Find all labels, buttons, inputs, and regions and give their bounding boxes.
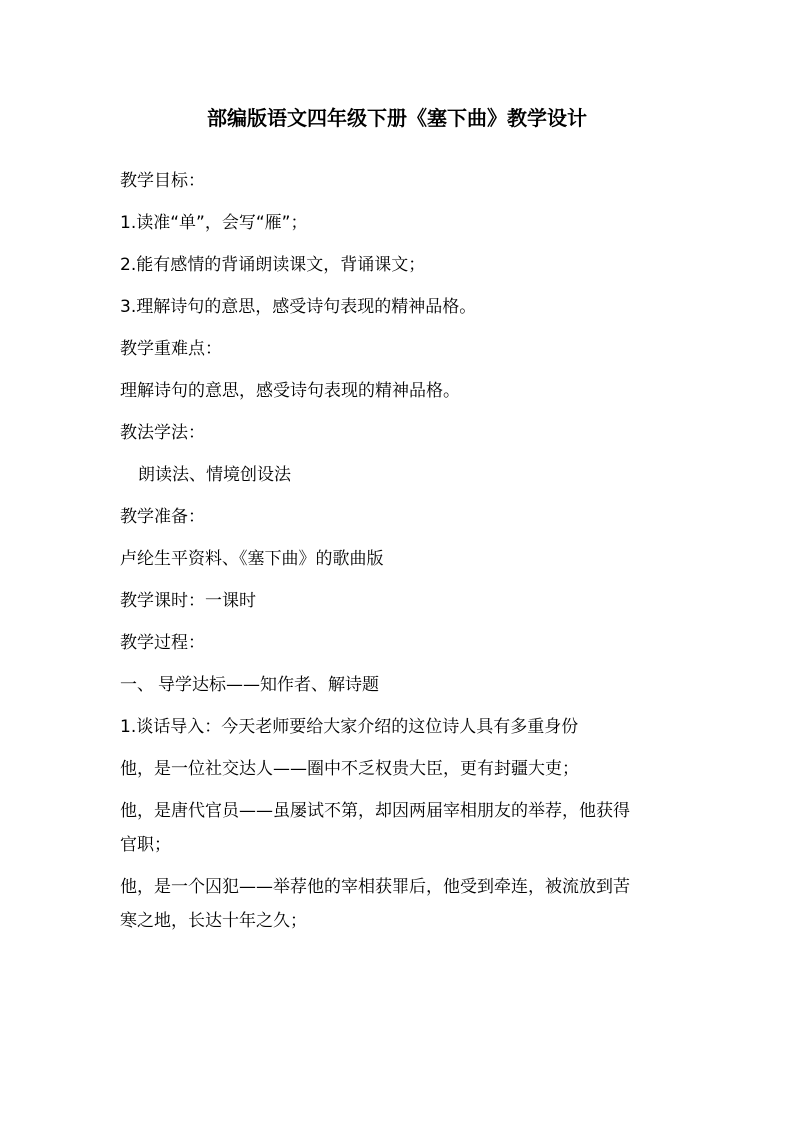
preparation-heading: 教学准备： [120,507,205,527]
paragraph-2-line-1: 他，是唐代官员——虽屡试不第，却因两届宰相朋友的举荐，他获得 [120,801,630,821]
step-1-text: 1.谈话导入：今天老师要给大家介绍的这位诗人具有多重身份 [120,717,579,737]
key-points-heading: 教学重难点： [120,339,222,359]
process-heading: 教学过程： [120,633,205,653]
objective-item-3: 3.理解诗句的意思，感受诗句表现的精神品格。 [120,297,477,317]
preparation-text: 卢纶生平资料、《塞下曲》的歌曲版 [120,549,384,569]
objective-item-1: 1.读准“单”，会写“雁”； [120,213,308,233]
section-title: 导学达标——知作者、解诗题 [158,675,379,695]
document-body [120,164,690,946]
section-heading-1 [120,668,690,702]
methods-text: 朗读法、情境创设法 [138,465,291,485]
section-number: 一、 [120,675,154,695]
class-hours-text: 教学课时：一课时 [120,591,256,611]
paragraph-2-line-2: 官职； [120,835,171,855]
paragraph-3-line-1: 他，是一个囚犯——举荐他的宰相获罪后，他受到牵连，被流放到苦 [120,877,630,897]
key-points-text: 理解诗句的意思，感受诗句表现的精神品格。 [120,381,460,401]
objectives-heading: 教学目标： [120,171,205,191]
objective-item-2: 2.能有感情的背诵朗读课文，背诵课文； [120,255,426,275]
document-title: 部编版语文四年级下册《塞下曲》教学设计 [207,106,587,130]
paragraph-3-line-2: 寒之地，长达十年之久； [120,911,307,931]
paragraph-1: 他，是一位社交达人——圈中不乏权贵大臣，更有封疆大吏； [120,759,579,779]
methods-heading: 教法学法： [120,423,205,443]
